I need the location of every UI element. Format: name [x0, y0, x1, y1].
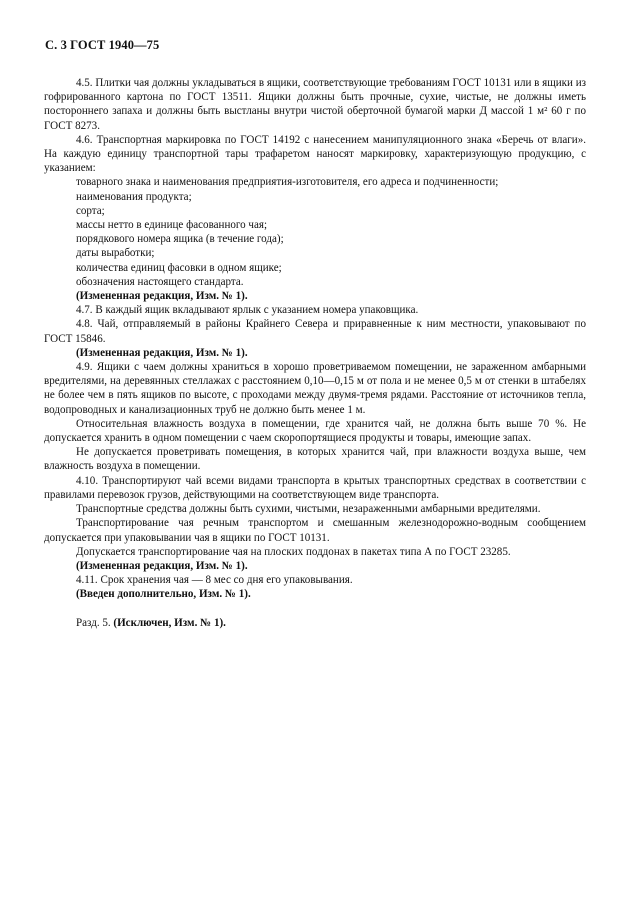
list-item: сорта;	[76, 204, 105, 217]
paragraph: 4.6. Транспортная маркировка по ГОСТ 14192 с нанесением манипуляционного знака «Беречь от влаги». На каждую единицу транспортной тары трафаретом наносят маркировку, характеризующую продукцию, с указанием:	[44, 133, 586, 175]
amendment-note: (Измененная редакция, Изм. № 1).	[76, 346, 248, 359]
section-5-status: (Исключен, Изм. № 1).	[113, 616, 226, 629]
page-header: С. 3 ГОСТ 1940—75	[45, 38, 160, 52]
paragraph: Не допускается проветривать помещения, в которых хранится чай, при влажности воздуха выше, чем влажность воздуха в помещении.	[44, 446, 586, 473]
paragraph: 4.9. Ящики с чаем должны храниться в хорошо проветриваемом помещении, не зараженном амбарными вредителями, на деревянных стеллажах с расстоянием 0,10—0,15 м от пола и не менее 0,5 м от стенки в штабелях не более чем в пять ящиков по высоте, с проходами между двумя-тремя рядами. Расстояние от источников тепла, водопроводных и канализационных труб не должно быть менее 1 м.	[44, 361, 586, 416]
paragraph: Транспортирование чая речным транспортом и смешанным железнодорожно-водным сообщением допускается при упаковывании чая в ящики по ГОСТ 10131.	[44, 517, 586, 544]
list-item: наименования продукта;	[76, 190, 192, 203]
paragraph: Транспортные средства должны быть сухими, чистыми, незараженными амбарными вредителями.	[76, 503, 541, 516]
list-item: обозначения настоящего стандарта.	[76, 275, 244, 288]
document-body	[44, 76, 586, 630]
paragraph: 4.7. В каждый ящик вкладывают ярлык с указанием номера упаковщика.	[76, 304, 419, 317]
list-item: товарного знака и наименования предприятия-изготовителя, его адреса и подчиненности;	[76, 176, 499, 189]
paragraph: 4.8. Чай, отправляемый в районы Крайнего Севера и приравненные к ним местности, упаковывают по ГОСТ 15846.	[44, 318, 586, 345]
section-5-note	[44, 616, 586, 630]
spacer	[44, 602, 586, 616]
paragraph: Относительная влажность воздуха в помещении, где хранится чай, не должна быть выше 70 %. Не допускается хранить в одном помещении с чаем скоропортящиеся продукты и товары, имеющие запах.	[44, 417, 586, 445]
list-item: массы нетто в единице фасованного чая;	[76, 219, 268, 232]
list-item: даты выработки;	[76, 247, 155, 260]
amendment-note: (Измененная редакция, Изм. № 1).	[76, 559, 248, 572]
paragraph: 4.11. Срок хранения чая — 8 мес со дня его упаковывания.	[76, 574, 353, 587]
paragraph: 4.5. Плитки чая должны укладываться в ящики, соответствующие требованиям ГОСТ 10131 или в ящики из гофрированного картона по ГОСТ 13511. Ящики должны быть прочные, сухие, чистые, не должны иметь постороннего запаха и должны быть выстланы внутри чистой оберточной бумагой марки Д массой 1 м² 60 г по ГОСТ 8273.	[44, 77, 586, 132]
amendment-note: (Введен дополнительно, Изм. № 1).	[76, 588, 251, 601]
paragraph: 4.10. Транспортируют чай всеми видами транспорта в крытых транспортных средствах в соответствии с правилами перевозок грузов, действующими на соответствующем виде транспорта.	[44, 474, 586, 501]
amendment-note: (Измененная редакция, Изм. № 1).	[76, 290, 248, 303]
paragraph: Допускается транспортирование чая на плоских поддонах в пакетах типа А по ГОСТ 23285.	[76, 545, 511, 558]
list-item: количества единиц фасовки в одном ящике;	[76, 261, 282, 274]
section-5-label: Разд. 5.	[76, 616, 114, 629]
list-item: порядкового номера ящика (в течение года);	[76, 233, 284, 246]
